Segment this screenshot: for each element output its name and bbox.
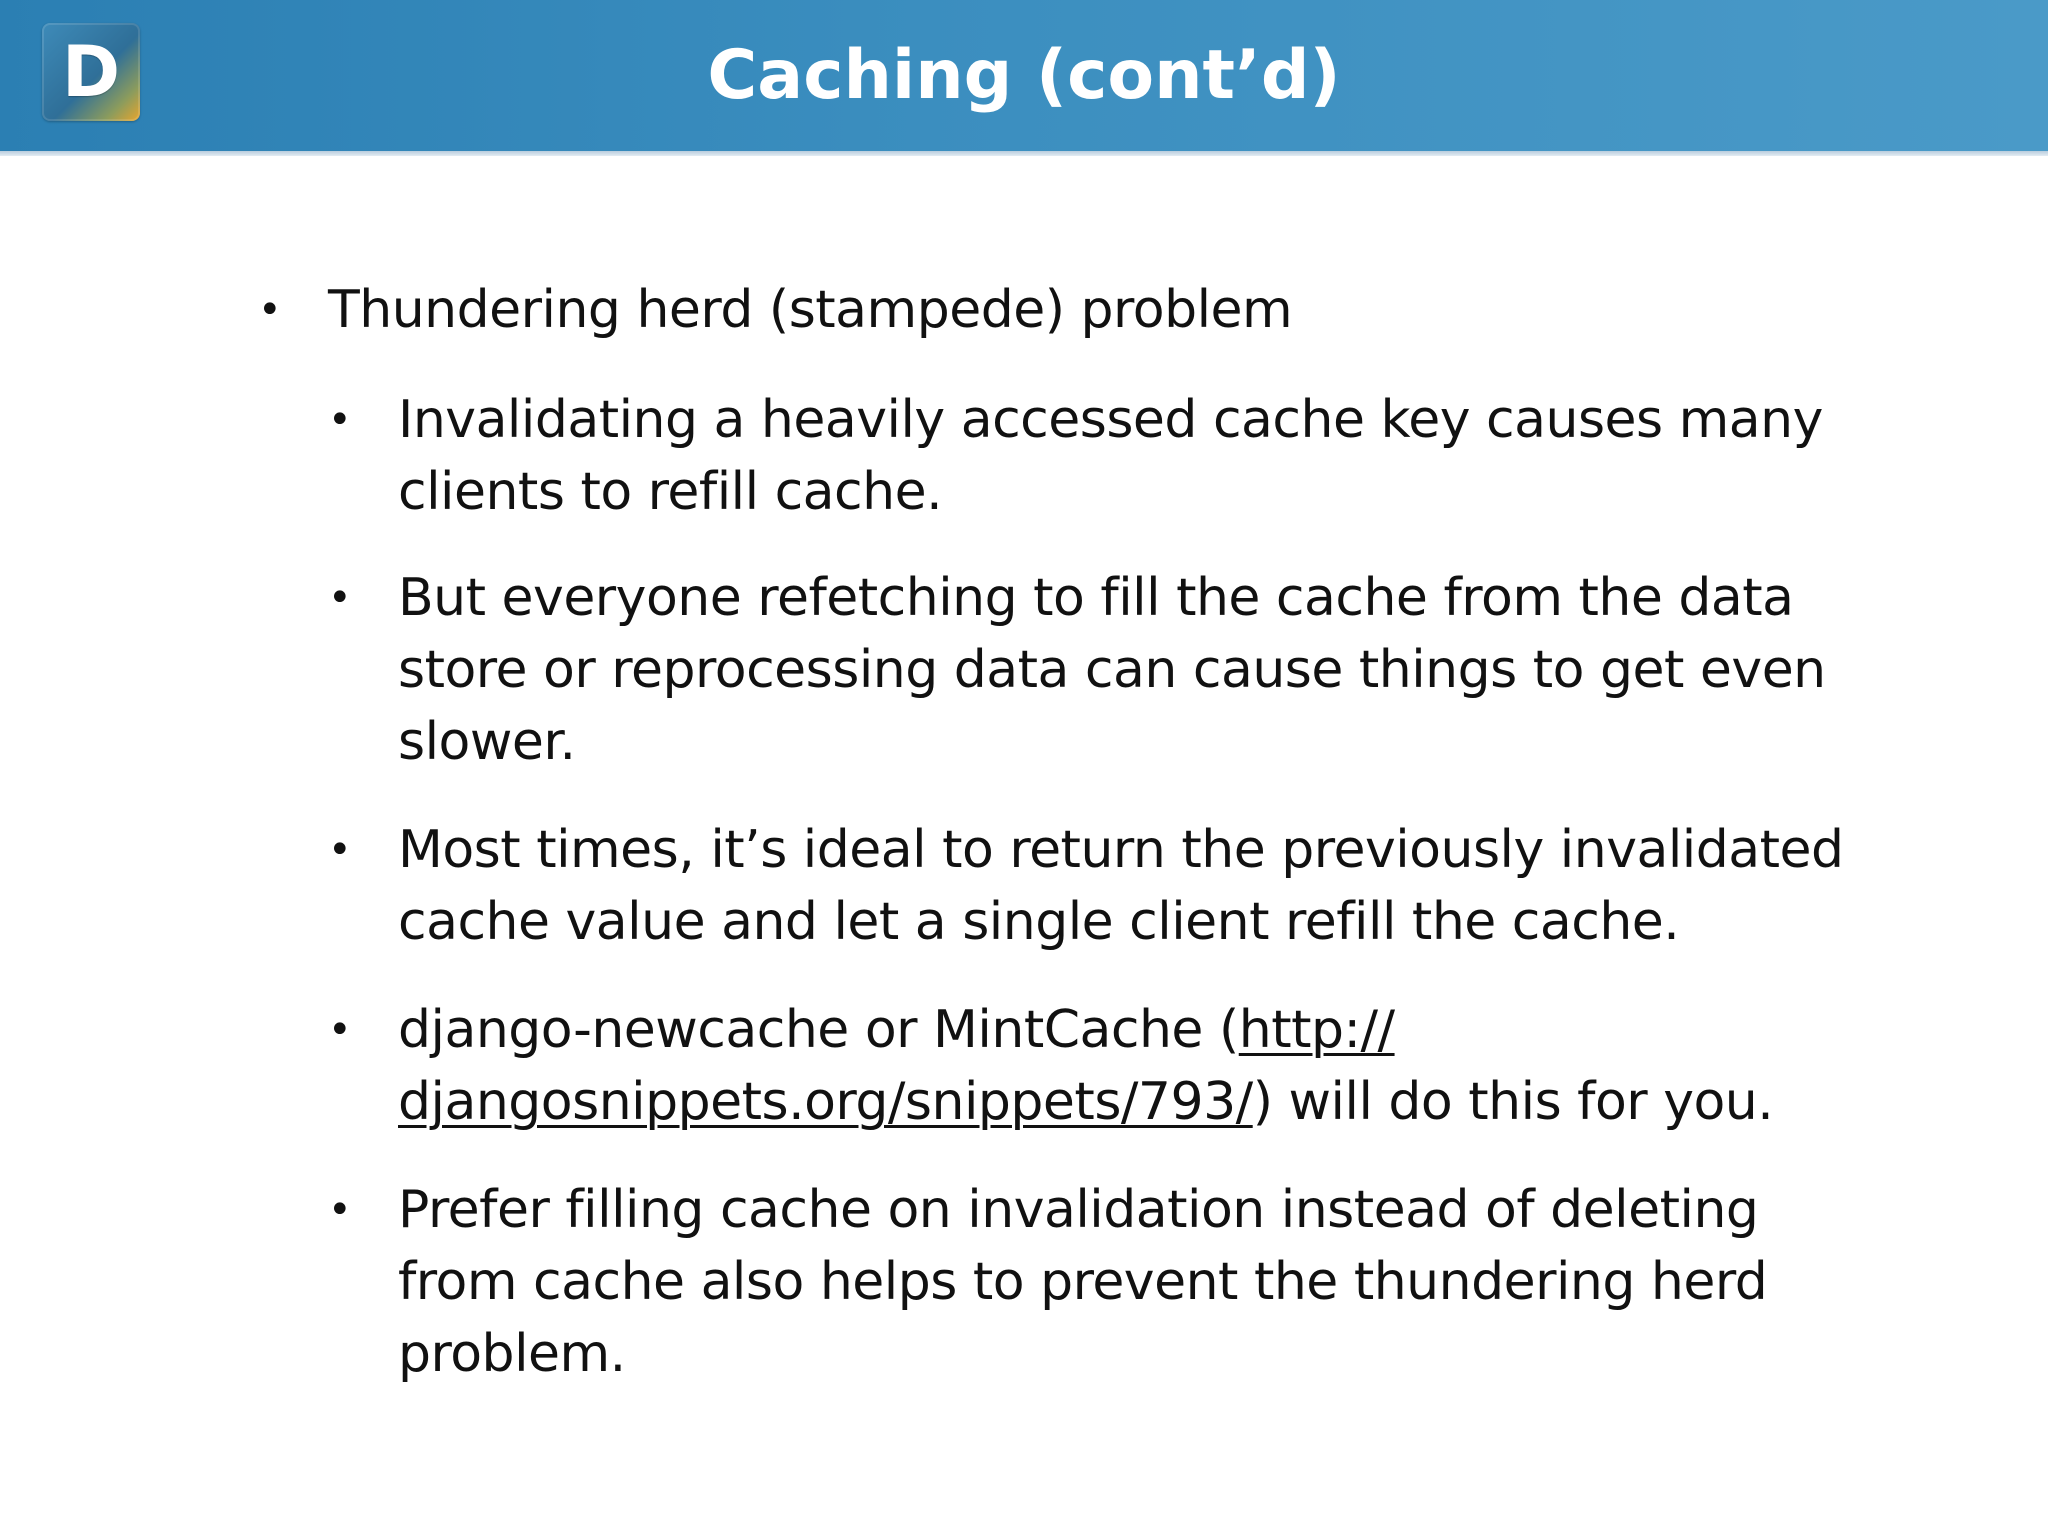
sub-bullet-4-line-1: [398, 994, 1395, 1066]
bullet-icon: •: [328, 1007, 352, 1053]
sub-bullet-1-line-1: Invalidating a heavily accessed cache key causes many: [398, 390, 1823, 450]
sub-bullet-1-line-2: clients to refill cache.: [398, 462, 943, 522]
logo-letter: D: [61, 31, 121, 113]
sub-bullet-2-line-2: store or reprocessing data can cause things to get even: [398, 640, 1826, 700]
bullet-icon: •: [258, 287, 282, 333]
bullet-icon: •: [328, 1187, 352, 1233]
sub-bullet-5-line-3: problem.: [398, 1324, 626, 1384]
sub-bullet-4-suffix: ) will do this for you.: [1252, 1072, 1774, 1132]
sub-bullet-2-line-1: But everyone refetching to fill the cache from the data: [398, 568, 1794, 628]
sub-bullet-3-line-2: cache value and let a single client refill the cache.: [398, 892, 1680, 952]
sub-bullet-2-line-3: slower.: [398, 712, 576, 772]
sub-bullet-4-prefix: django-newcache or MintCache (: [398, 1000, 1239, 1060]
sub-bullet-5-line-2: from cache also helps to prevent the thundering herd: [398, 1252, 1768, 1312]
bullet-icon: •: [328, 827, 352, 873]
bullet-icon: •: [328, 397, 352, 443]
sub-bullet-4-line-2: [398, 1066, 1773, 1138]
djangosnippets-link-part-2[interactable]: djangosnippets.org/snippets/793/: [398, 1072, 1253, 1132]
slide-title: Caching (cont’d): [707, 36, 1341, 115]
sub-bullet-3-line-1: Most times, it’s ideal to return the previously invalidated: [398, 820, 1844, 880]
sub-bullet-5-line-1: Prefer filling cache on invalidation instead of deleting: [398, 1180, 1759, 1240]
top-bullet-text: Thundering herd (stampede) problem: [328, 280, 1293, 340]
djangosnippets-link-part-1[interactable]: http://: [1238, 1000, 1395, 1060]
bullet-icon: •: [328, 575, 352, 621]
